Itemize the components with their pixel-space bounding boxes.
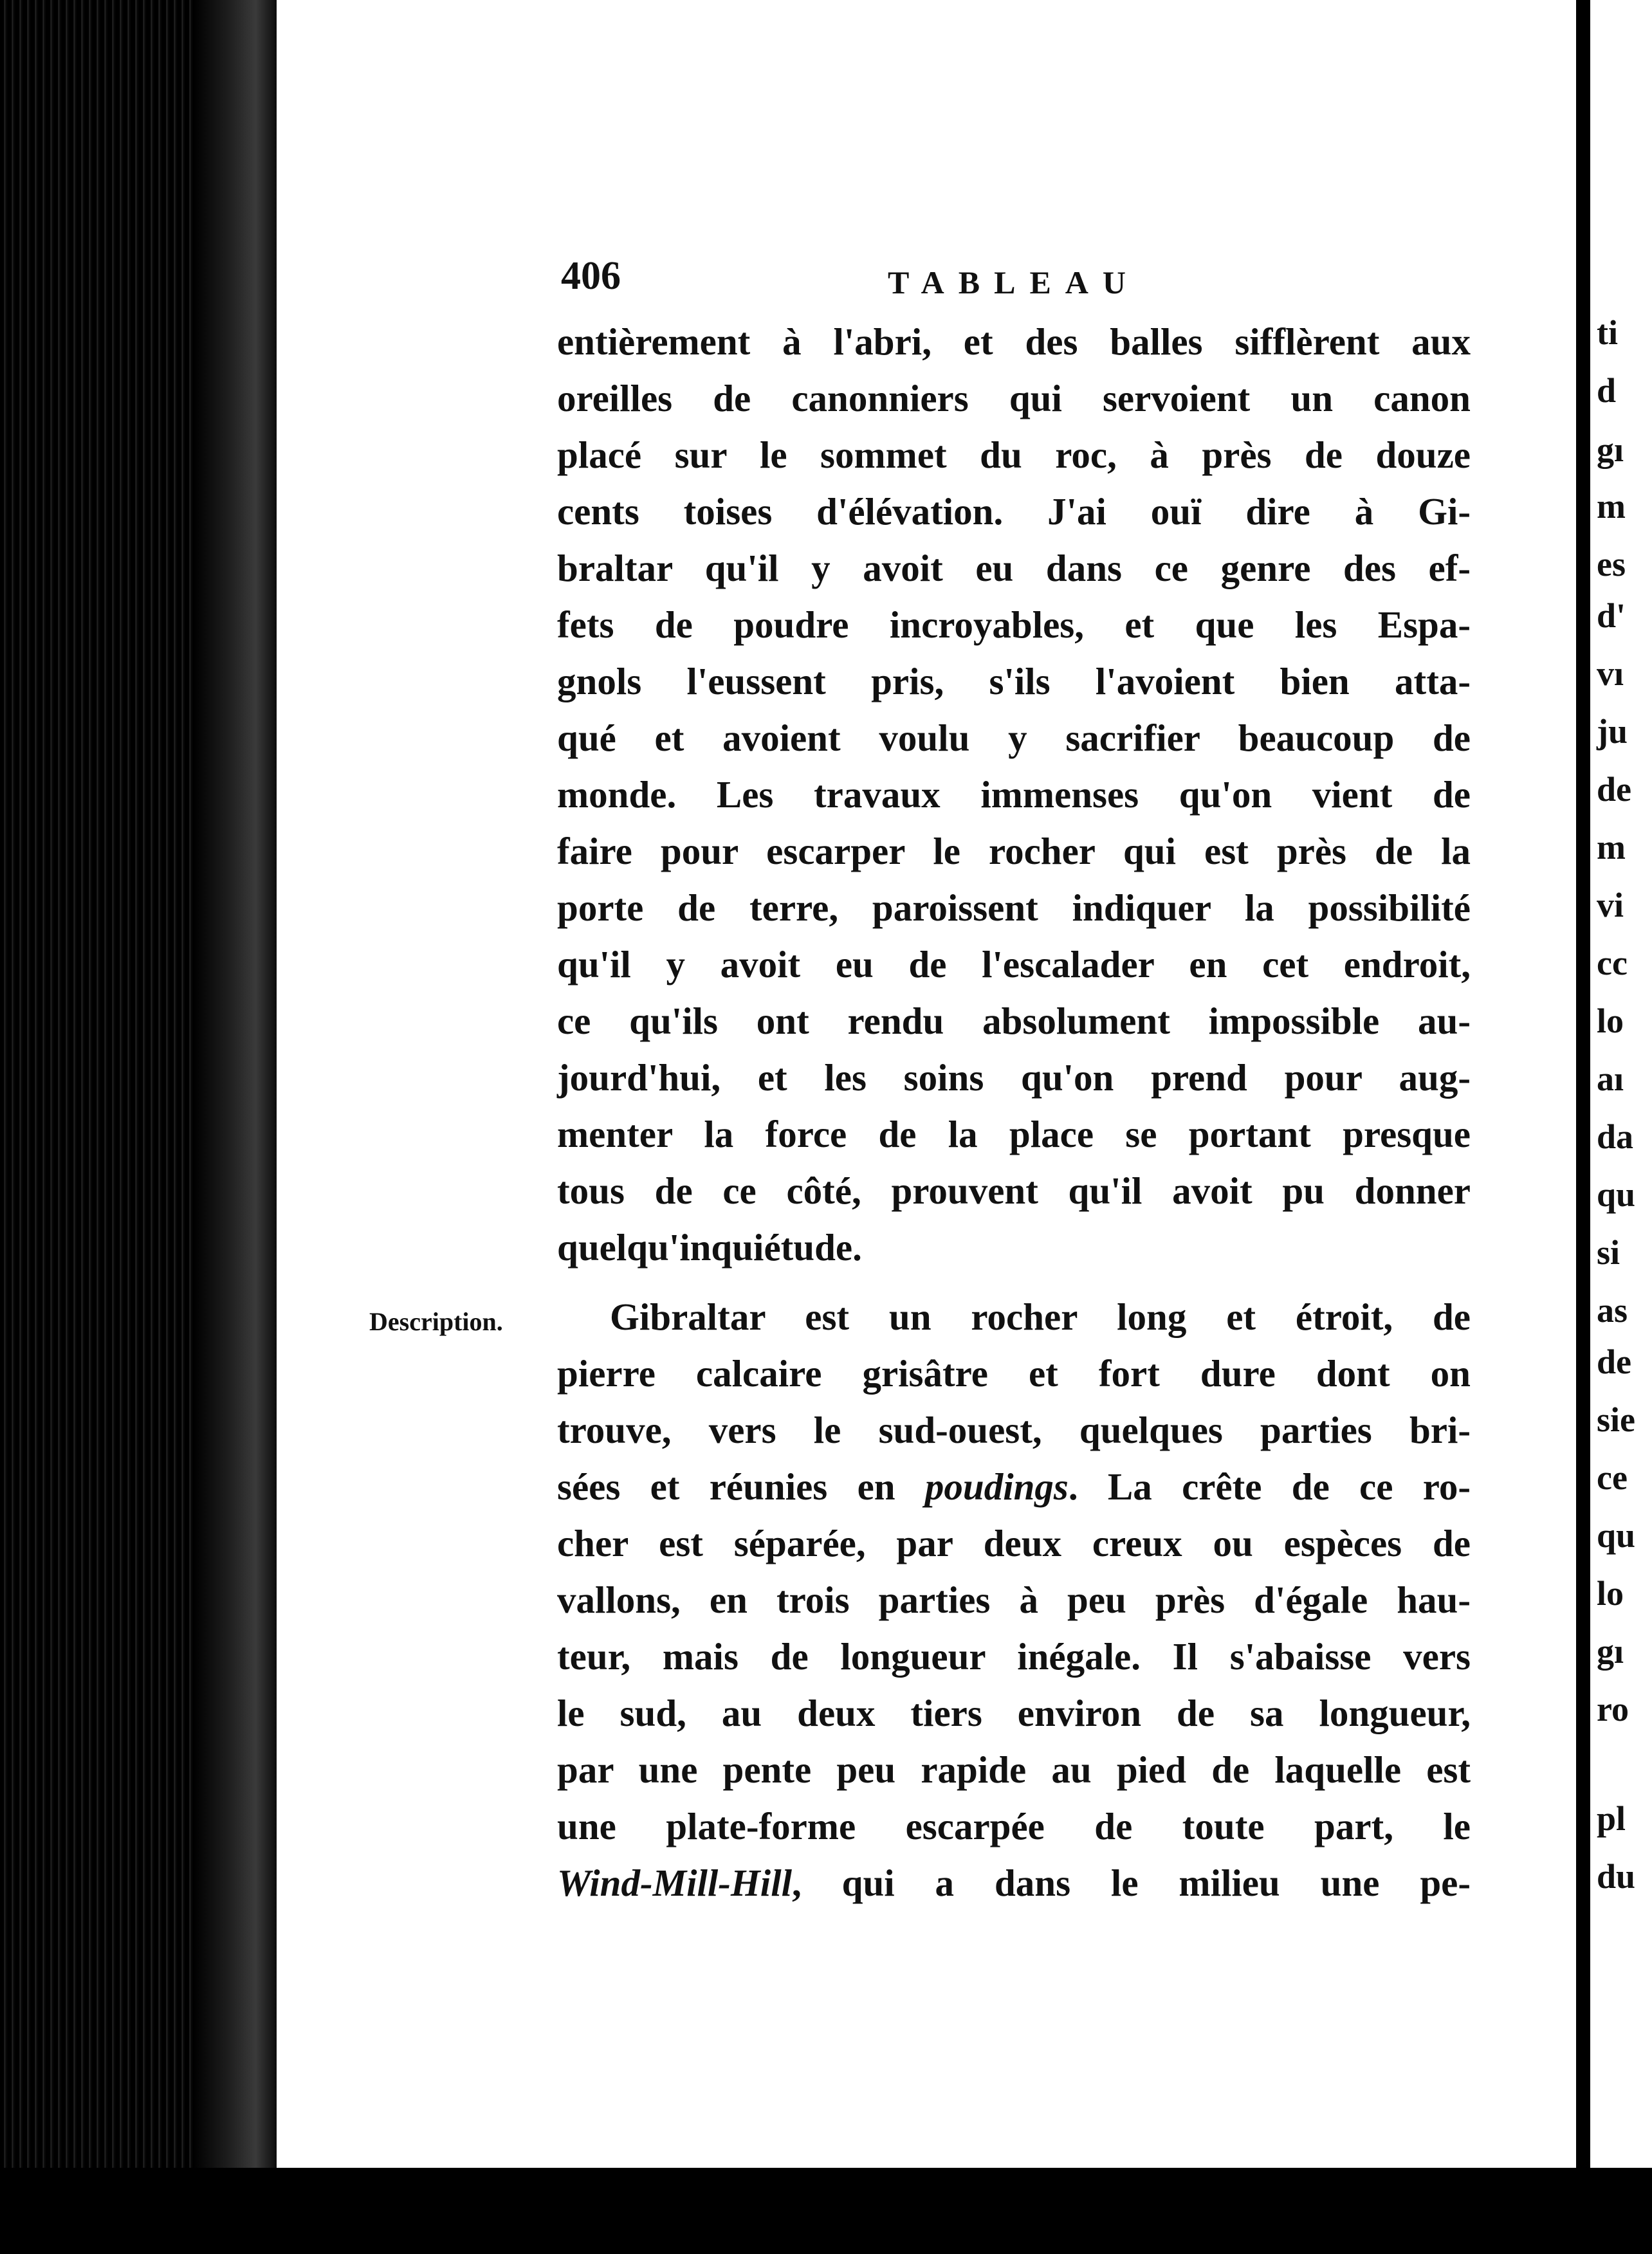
text-run: , qui a dans le milieu une pe- xyxy=(791,1862,1471,1904)
text-line: placé sur le sommet du roc, à près de douze xyxy=(557,434,1471,476)
facing-page-fragment: vi xyxy=(1597,886,1624,924)
text-line: une plate-forme escarpée de toute part, le xyxy=(557,1805,1471,1847)
scan-border xyxy=(0,2168,1652,2254)
text-line xyxy=(557,1864,1471,1902)
text-line: ce qu'ils ont rendu absolument impossible au- xyxy=(557,1000,1471,1042)
facing-page-fragment: es xyxy=(1597,545,1626,583)
margin-note: Description. xyxy=(369,1307,503,1336)
facing-page-fragment: m xyxy=(1597,487,1626,526)
text-line: jourd'hui, et les soins qu'on prend pour aug- xyxy=(557,1056,1471,1099)
facing-page-fragment: lo xyxy=(1597,1002,1624,1040)
facing-page-fragment: ju xyxy=(1597,712,1628,751)
text-line: teur, mais de longueur inégale. Il s'abaisse vers xyxy=(557,1635,1471,1678)
text-line: oreilles de canonniers qui servoient un canon xyxy=(557,377,1471,419)
page-edge-shadow xyxy=(193,0,277,2254)
facing-page-fragment: de xyxy=(1597,770,1631,809)
text-line: entièrement à l'abri, et des balles sifflèrent aux xyxy=(557,320,1471,363)
facing-page-fragment: sie xyxy=(1597,1400,1635,1439)
text-line: monde. Les travaux immenses qu'on vient de xyxy=(557,773,1471,816)
text-line: porte de terre, paroissent indiquer la possibilité xyxy=(557,886,1471,929)
text-line: braltar qu'il y avoit eu dans ce genre des ef- xyxy=(557,547,1471,589)
facing-page-fragment: qu xyxy=(1597,1516,1636,1555)
facing-page-fragment: as xyxy=(1597,1291,1628,1330)
facing-page-fragment: pl xyxy=(1597,1799,1626,1838)
text-line: fets de poudre incroyables, et que les Espa- xyxy=(557,603,1471,646)
text-line: quelqu'inquiétude. xyxy=(557,1226,862,1269)
text-run: . La crête de ce ro- xyxy=(1068,1465,1471,1508)
facing-page-fragment: ro xyxy=(1597,1690,1629,1728)
facing-page-fragment: qu xyxy=(1597,1175,1636,1214)
text-line: cher est séparée, par deux creux ou espèces de xyxy=(557,1522,1471,1564)
text-line: par une pente peu rapide au pied de laquelle est xyxy=(557,1748,1471,1791)
text-line: gnols l'eussent pris, s'ils l'avoient bien atta- xyxy=(557,660,1471,702)
text-line: qué et avoient voulu y sacrifier beaucoup de xyxy=(557,717,1471,759)
gutter xyxy=(1576,0,1590,2254)
facing-page-fragment: gı xyxy=(1597,1632,1624,1671)
text-line: vallons, en trois parties à peu près d'égale hau- xyxy=(557,1579,1471,1621)
italic-term: poudings xyxy=(924,1465,1069,1508)
facing-page-fragment: cc xyxy=(1597,944,1628,982)
facing-page-fragment: du xyxy=(1597,1857,1636,1896)
text-line: le sud, au deux tiers environ de sa longueur, xyxy=(557,1692,1471,1734)
facing-page-fragment: d xyxy=(1597,371,1617,410)
facing-page-fragment: d' xyxy=(1597,596,1626,635)
text-line: tous de ce côté, prouvent qu'il avoit pu donner xyxy=(557,1169,1471,1212)
text-line: qu'il y avoit eu de l'escalader en cet endroit, xyxy=(557,943,1471,985)
facing-page-fragment: si xyxy=(1597,1233,1620,1272)
text-run: sées et réunies en xyxy=(557,1465,925,1508)
text-line: cents toises d'élévation. J'ai ouï dire à Gi- xyxy=(557,490,1471,533)
facing-page xyxy=(1590,0,1652,2168)
italic-term: Wind-Mill-Hill xyxy=(557,1862,792,1904)
text-line xyxy=(557,1465,1471,1508)
facing-page-fragment: vı xyxy=(1597,654,1624,693)
running-title: TABLEAU xyxy=(888,264,1141,300)
text-line: trouve, vers le sud-ouest, quelques parties bri- xyxy=(557,1409,1471,1451)
facing-page-fragment: ti xyxy=(1597,313,1618,352)
facing-page-fragment: gı xyxy=(1597,430,1624,469)
text-line: menter la force de la place se portant presque xyxy=(557,1113,1471,1155)
text-line: pierre calcaire grisâtre et fort dure dont on xyxy=(557,1352,1471,1395)
facing-page-fragment: m xyxy=(1597,828,1626,866)
facing-page-fragment: da xyxy=(1597,1117,1634,1156)
facing-page-fragment: ce xyxy=(1597,1458,1628,1497)
text-line: Gibraltar est un rocher long et étroit, de xyxy=(610,1296,1471,1338)
facing-page-fragment: aı xyxy=(1597,1059,1624,1098)
facing-page-fragment: de xyxy=(1597,1342,1631,1381)
text-line: faire pour escarper le rocher qui est près de la xyxy=(557,830,1471,872)
facing-page-fragment: lo xyxy=(1597,1574,1624,1613)
page-number: 406 xyxy=(561,254,621,298)
